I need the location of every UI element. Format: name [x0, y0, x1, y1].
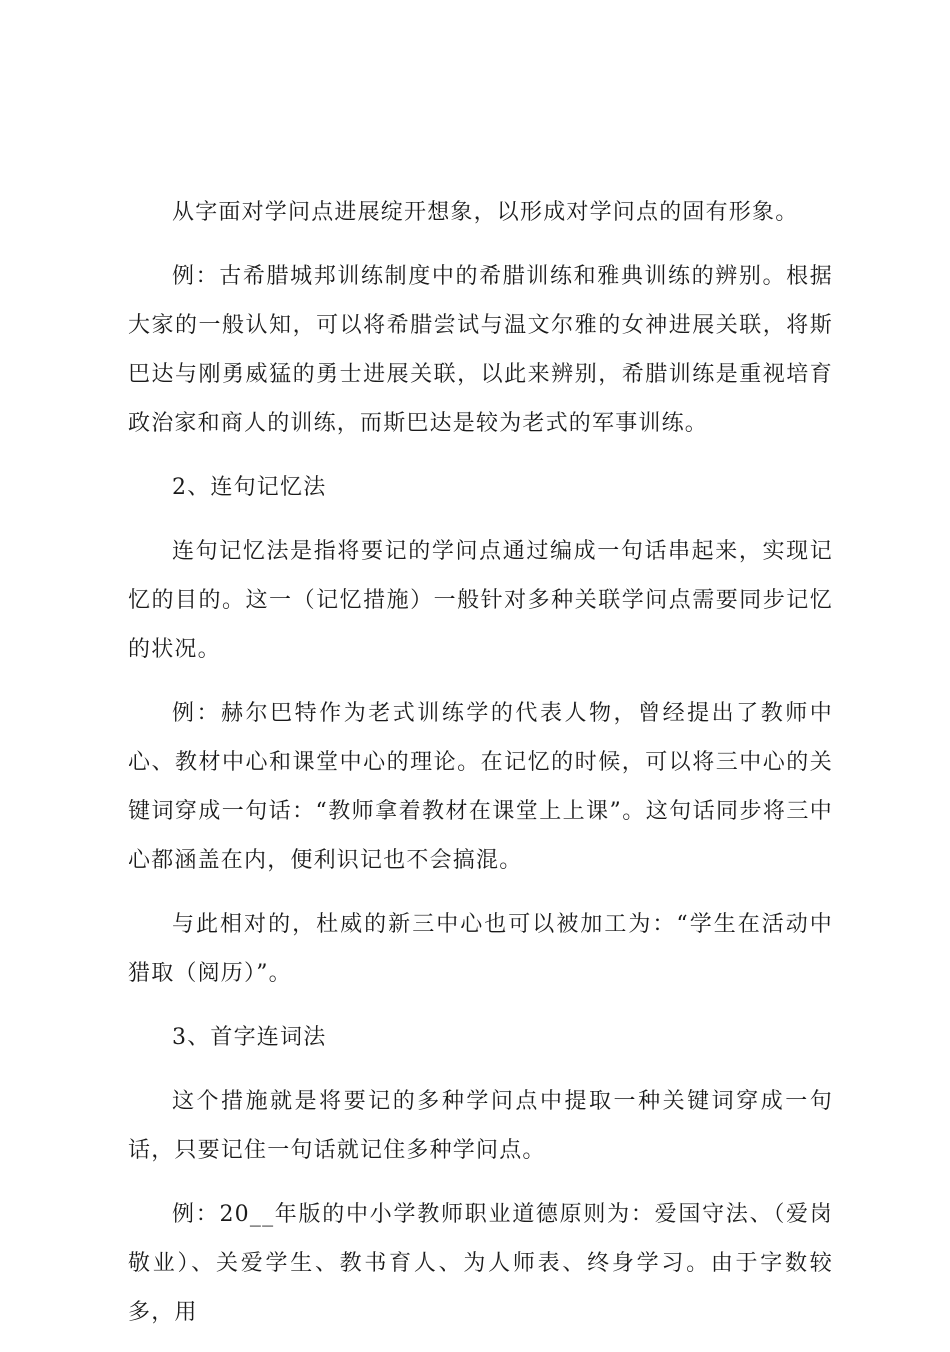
paragraph-dewey: 与此相对的，杜威的新三中心也可以被加工为：“学生在活动中猎取（阅历）”。 [128, 912, 833, 986]
document-body [128, 188, 833, 1352]
section-heading-3: 3、首字连词法 [172, 1025, 327, 1050]
paragraph-example-greece: 例：古希腊城邦训练制度中的希腊训练和雅典训练的辨别。根据大家的一般认知，可以将希腊尝试与温文尔雅的女神进展关联，将斯巴达与刚勇威猛的勇士进展关联，以此来辨别，希腊训练是重视培育政治家和商人的训练，而斯巴达是较为老式的军事训练。 [128, 264, 833, 436]
paragraph-intro: 从字面对学问点进展绽开想象，以形成对学问点的固有形象。 [172, 200, 799, 225]
paragraph-shouzi-definition: 这个措施就是将要记的多种学问点中提取一种关键词穿成一句话，只要记住一句话就记住多种学问点。 [128, 1089, 833, 1163]
section-heading-2: 2、连句记忆法 [172, 475, 327, 500]
paragraph-example-ethics: 例：20__年版的中小学教师职业道德原则为：爱国守法、（爱岗敬业）、关爱学生、教书育人、为人师表、终身学习。由于字数较多，用 [128, 1202, 833, 1325]
paragraph-example-herbart: 例：赫尔巴特作为老式训练学的代表人物，曾经提出了教师中心、教材中心和课堂中心的理论。在记忆的时候，可以将三中心的关键词穿成一句话：“教师拿着教材在课堂上上课”。这句话同步将三中心都涵盖在内，便利识记也不会搞混。 [128, 701, 833, 873]
paragraph-lianju-definition: 连句记忆法是指将要记的学问点通过编成一句话串起来，实现记忆的目的。这一（记忆措施）一般针对多种关联学问点需要同步记忆的状况。 [128, 539, 833, 662]
